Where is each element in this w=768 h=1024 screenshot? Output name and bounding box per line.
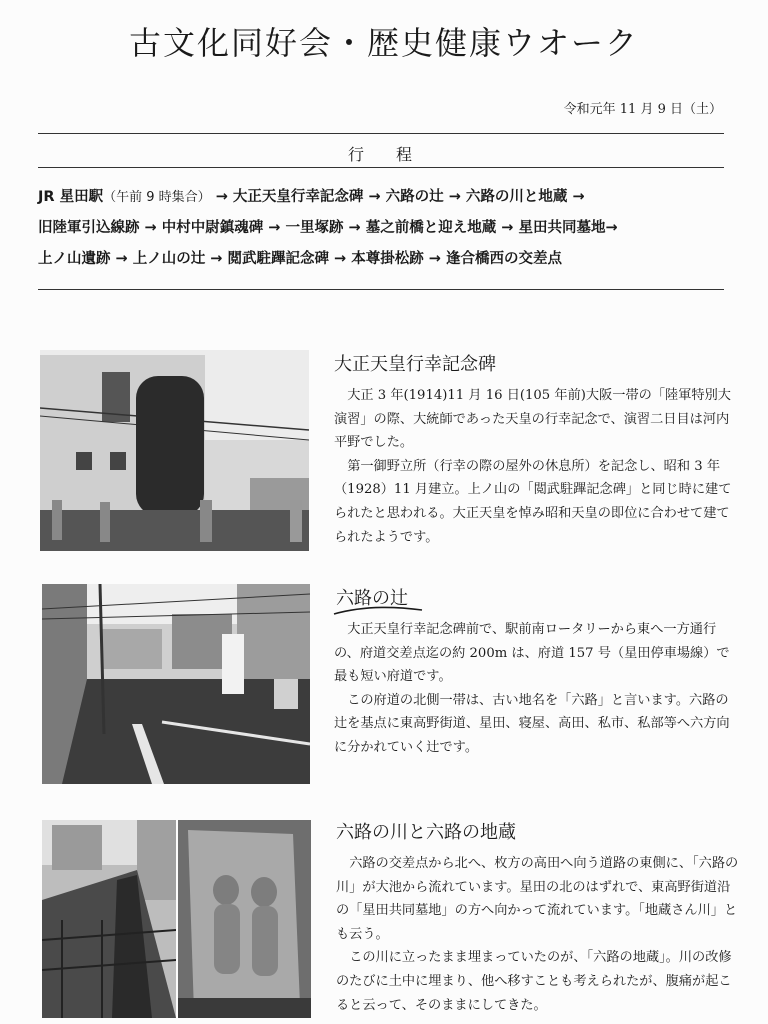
route-line-1: → 大正天皇行幸記念碑 → 六路の辻 → 六路の川と地蔵 → xyxy=(215,189,585,205)
section-body xyxy=(334,384,738,549)
event-date: 令和元年 11 月 9 日（土） xyxy=(563,102,722,117)
paragraph: この川に立ったまま埋まっていたのが、「六路の地蔵」。川の改修のたびに土中に埋まり、他へ移すことも考えられたが、腹痛が起こると云って、そのままにしてきた。 xyxy=(336,950,732,1013)
paragraph: この府道の北側一帯は、古い地名を「六路」と言います。六路の辻を基点に東高野街道、星田、寝屋、高田、私市、私部等へ六方向に分かれていく辻です。 xyxy=(334,692,730,755)
route-line-3: 上ノ山遺跡 → 上ノ山の辻 → 閲武駐蹕記念碑 → 本尊掛松跡 → 逢合橋西の交差点 xyxy=(38,251,562,267)
section-body xyxy=(336,852,740,1017)
paragraph: 大正天皇行幸記念碑前で、駅前南ロータリーから東へ一方通行の、府道交差点迄の約 200m は、府道 157 号（星田停車場線）で最も短い府道です。 xyxy=(334,622,730,685)
section-heading: 六路の辻 xyxy=(336,584,408,610)
route-start: JR 星田駅 xyxy=(38,189,104,205)
page-title: 古文化同好会・歴史健康ウオーク xyxy=(128,24,639,62)
itinerary-route xyxy=(38,182,738,275)
divider xyxy=(38,289,724,290)
paragraph: 大正 3 年(1914)11 月 16 日(105 年前)大阪一帯の「陸軍特別大演習」の際、大統師であった天皇の行幸記念で、演習二日目は河内平野でした。 xyxy=(334,388,731,451)
river-photo xyxy=(42,820,176,1018)
jizo-photo xyxy=(178,820,311,1018)
paragraph: 六路の交差点から北へ、枚方の高田へ向う道路の東側に、「六路の川」が大池から流れています。星田の北のはずれで、東高野街道沿の「星田共同墓地」の方へ向かって流れています。「地蔵さん川」とも云う。 xyxy=(336,856,739,942)
section-heading: 大正天皇行幸記念碑 xyxy=(334,354,496,375)
route-note: （午前 9 時集合） xyxy=(103,190,211,205)
section-body xyxy=(334,618,738,760)
section-heading: 六路の川と六路の地蔵 xyxy=(336,822,516,843)
monument-photo xyxy=(40,350,309,551)
route-line-2: 旧陸軍引込線跡 → 中村中尉鎮魂碑 → 一里塚跡 → 墓之前橋と迎え地蔵 → 星田共同墓地→ xyxy=(38,220,618,236)
divider xyxy=(38,167,724,168)
paragraph: 第一御野立所（行幸の際の屋外の休息所）を記念し、昭和 3 年（1928）11 月建立。上ノ山の「閲武駐蹕記念碑」と同じ時に建てられたと思われる。大正天皇を悼み昭和天皇の即位に合わせて建てられたようです。 xyxy=(334,458,732,545)
divider xyxy=(38,133,724,134)
underline-mark xyxy=(332,604,424,618)
intersection-photo xyxy=(42,584,310,784)
itinerary-heading: 行 程 xyxy=(347,145,420,164)
